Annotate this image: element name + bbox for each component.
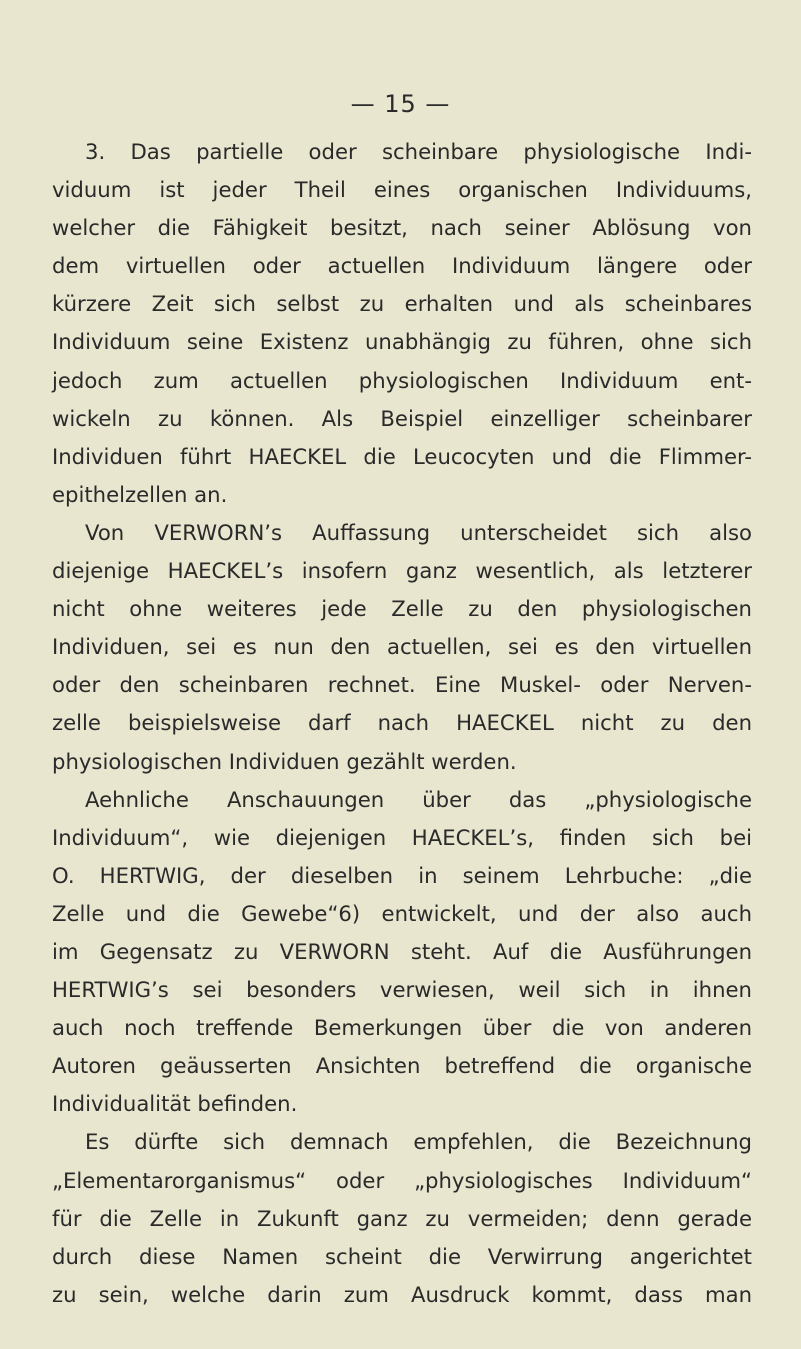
text-line: Es dürfte sich demnach empfehlen, die Bezeichnung xyxy=(85,1129,752,1155)
text-line: viduum ist jeder Theil eines organischen Individuums, xyxy=(52,177,752,203)
page-number: — 15 — xyxy=(350,90,451,118)
text-line: oder den scheinbaren rechnet. Eine Muskel- oder Nerven- xyxy=(52,672,752,698)
text-line: epithelzellen an. xyxy=(52,481,228,507)
body-text xyxy=(52,133,752,1314)
text-line: welcher die Fähigkeit besitzt, nach seiner Ablösung von xyxy=(52,215,752,241)
text-line: nicht ohne weiteres jede Zelle zu den physiologischen xyxy=(52,596,752,622)
paragraph-3 xyxy=(52,781,752,1124)
text-line: 3. Das partielle oder scheinbare physiologische Indi- xyxy=(85,139,752,164)
text-line: zu sein, welche darin zum Ausdruck kommt, dass man xyxy=(52,1281,752,1307)
text-line: zelle beispielsweise darf nach HAECKEL nicht zu den xyxy=(52,710,752,736)
text-line: physiologischen Individuen gezählt werden. xyxy=(52,748,517,774)
text-line: wickeln zu können. Als Beispiel einzelliger scheinbarer xyxy=(52,405,752,431)
text-line: für die Zelle in Zukunft ganz zu vermeiden; denn gerade xyxy=(52,1205,752,1231)
text-line: Individuen führt HAECKEL die Leucocyten und die Flimmer- xyxy=(52,443,752,469)
text-line: jedoch zum actuellen physiologischen Individuum ent- xyxy=(52,367,752,393)
text-line: kürzere Zeit sich selbst zu erhalten und als scheinbares xyxy=(52,291,752,317)
paragraph-2 xyxy=(52,514,752,781)
text-line: „Elementarorganismus“ oder „physiologisches Individuum“ xyxy=(52,1167,752,1193)
text-line: Aehnliche Anschauungen über das „physiologische xyxy=(85,786,752,812)
text-line: Zelle und die Gewebe“6) entwickelt, und der also auch xyxy=(52,900,752,926)
text-line: Individuum“, wie diejenigen HAECKEL’s, finden sich bei xyxy=(52,824,752,850)
text-line: durch diese Namen scheint die Verwirrung angerichtet xyxy=(52,1243,752,1269)
text-line: O. HERTWIG, der dieselben in seinem Lehrbuche: „die xyxy=(52,862,752,888)
text-line: Individualität befinden. xyxy=(52,1091,298,1117)
paragraph-4 xyxy=(52,1123,752,1313)
text-line: HERTWIG’s sei besonders verwiesen, weil sich in ihnen xyxy=(52,977,752,1003)
text-line: diejenige HAECKEL’s insofern ganz wesentlich, als letzterer xyxy=(52,558,752,584)
text-line: Individuum seine Existenz unabhängig zu führen, ohne sich xyxy=(52,329,752,355)
paragraph-1 xyxy=(52,133,752,514)
text-line: auch noch treffende Bemerkungen über die von anderen xyxy=(52,1015,752,1041)
text-line: Von VERWORN’s Auffassung unterscheidet sich also xyxy=(85,519,752,545)
text-line: Autoren geäusserten Ansichten betreffend die organische xyxy=(52,1053,752,1079)
text-line: Individuen, sei es nun den actuellen, sei es den virtuellen xyxy=(52,634,752,660)
text-line: dem virtuellen oder actuellen Individuum längere oder xyxy=(52,253,752,279)
text-line: im Gegensatz zu VERWORN steht. Auf die Ausführungen xyxy=(52,938,752,964)
